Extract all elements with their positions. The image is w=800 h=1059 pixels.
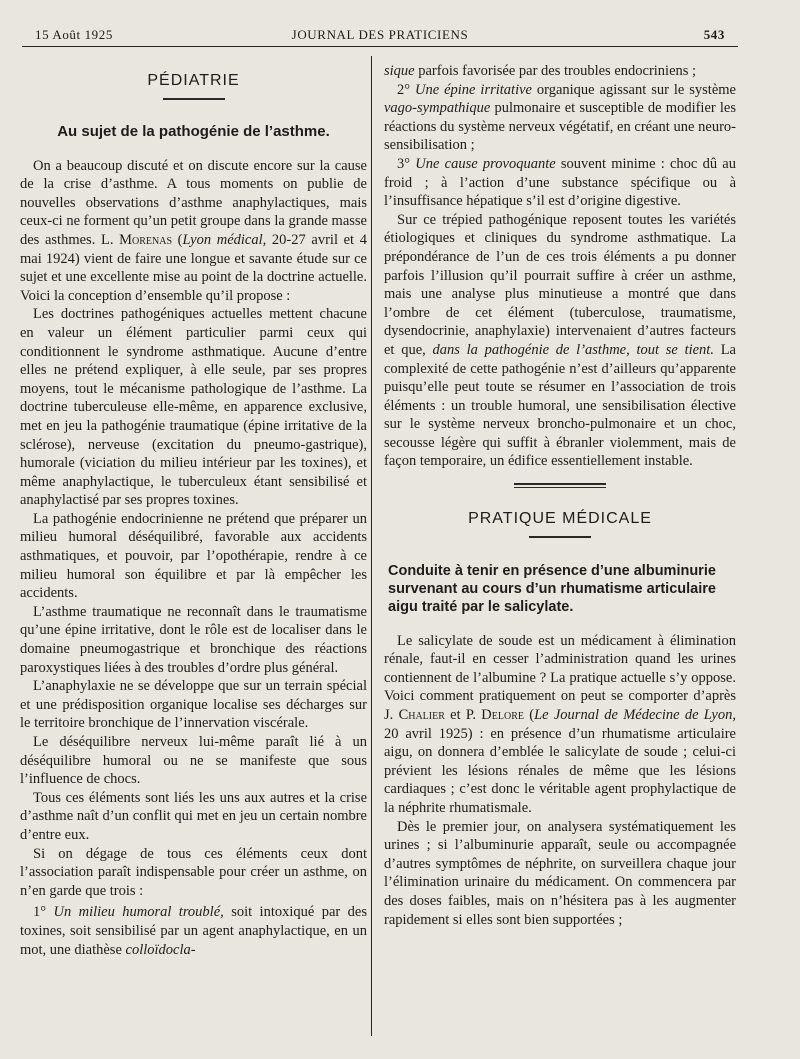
article-title-asthme: Au sujet de la pathogénie de l’asthme. bbox=[57, 122, 330, 140]
paragraph: On a beaucoup discuté et on discute encore sur la cause de la crise d’asthme. A tous moments on publie de nouvelles observations d’asthme anaphylactiques, mais ceux-ci ne forment qu’un petit groupe dans la grande masse des asthmes. L. Morenas (Lyon médical, 20-27 avril et 4 mai 1924) vient de faire une longue et savante étude sur ce sujet et une excellente mise au point de la doctrine actuelle. Voici la conception d’ensemble qu’il propose : bbox=[20, 157, 367, 304]
right-column bbox=[384, 62, 736, 929]
author-name: Chalier bbox=[398, 707, 445, 724]
paragraph: Sur ce trépied pathogénique reposent toutes les variétés étiologiques et cliniques du syndrome asthmatique. La prépondérance de l’un de ces trois éléments a pu donner parfois l’illusion qu’il pourrait suffire à créer un asthme, mais une analyse plus minutieuse a montré que dans l’ombre de cet élément (tuberculose, traumatisme, dysendocrinie, anaphylaxie) intervenaient d’autres facteurs et que, dans la pathogénie de l’asthme, tout se tient. La complexité de cette pathogénie n’est d’ailleurs qu’apparente puisqu’elle peut toute se résumer en l’association de trois éléments : un trouble humoral, une sensibilisation élective sur le système nerveux broncho-pulmonaire et un choc, secousse légère qui suffit à ébranler violemment, mais de façon temporaire, un édifice essentiellement instable. bbox=[384, 211, 736, 470]
section-heading-pratique: PRATIQUE MÉDICALE bbox=[468, 510, 652, 528]
paragraph: Le déséquilibre nerveux lui-même paraît lié à un déséquilibre humoral ou ne se manifeste que sous l’influence de chocs. bbox=[20, 734, 367, 788]
paragraph: Dès le premier jour, on analysera systématiquement les urines ; si l’albuminurie apparaît, seule ou accompagnée d’autres symptômes de néphrite, on surveillera chaque jour l’élimination urinaire du médicament. On commencera par des doses faibles, mais on n’hésitera pas à les augmenter rapidement si elles sont bien supportées ; bbox=[384, 818, 736, 928]
article-title-albuminurie: Conduite à tenir en présence d’une albuminurie survenant au cours d’un rhumatisme articulaire aigu traité par le salicylate. bbox=[388, 562, 716, 615]
double-rule bbox=[514, 483, 606, 488]
header-date: 15 Août 1925 bbox=[35, 27, 113, 42]
section-separator bbox=[384, 483, 736, 488]
page-number: 543 bbox=[703, 27, 725, 42]
paragraph: L’anaphylaxie ne se développe que sur un terrain spécial et une prédisposition organique localise ses décharges sur le territoire bronchique de l’innervation viscérale. bbox=[20, 678, 367, 732]
paragraph: L’asthme traumatique ne reconnaît dans le traumatisme qu’une épine irritative, dont le rôle est de localiser dans le domaine pneumogastrique et bronchique des réactions paroxystiques liées à des troubles d’ordre plus général. bbox=[20, 603, 367, 676]
paragraph: sique parfois favorisée par des troubles endocriniens ; bbox=[384, 63, 697, 79]
author-name: Delore bbox=[481, 707, 524, 724]
paragraph: 1° Un milieu humoral troublé, soit intoxiqué par des toxines, soit sensibilisé par un agent anaphylactique, en un mot, une diathèse colloïdocla- bbox=[20, 904, 367, 958]
header-rule bbox=[22, 46, 738, 47]
source-citation: Lyon médical, bbox=[182, 231, 267, 248]
section-rule bbox=[529, 536, 591, 538]
section-heading-block bbox=[384, 510, 736, 538]
paragraph: La pathogénie endocrinienne ne prétend que préparer un milieu humoral déséquilibré, favorable aux accidents asthmatiques, et pouvoir, par l’opothérapie, rendre à ce milieu humoral son équilibre et par là empêcher les accidents. bbox=[20, 510, 367, 602]
paragraph: Tous ces éléments sont liés les uns aux autres et la crise d’asthme naît d’un conflit qui met en jeu un certain nombre d’entre eux. bbox=[20, 789, 367, 843]
paragraph: Si on dégage de tous ces éléments ceux dont l’association paraît indispensable pour créer un asthme, on n’en garde que trois : bbox=[20, 845, 367, 899]
paragraph: 3° Une cause provoquante souvent minime : choc dû au froid ; à l’action d’une substance spécifique ou à l’insuffisance hépatique s’il est d’origine digestive. bbox=[384, 155, 736, 210]
journal-title: JOURNAL DES PRATICIENS bbox=[291, 27, 469, 42]
paragraph: 2° Une épine irritative organique agissant sur le système vago-sympathique pulmonaire et susceptible de modifier les réactions du système nerveux végétatif, en créant une neuro-sensibilisation ; bbox=[384, 81, 736, 154]
running-header bbox=[35, 27, 725, 47]
author-name: L. Morenas bbox=[100, 231, 173, 248]
section-rule bbox=[163, 98, 225, 100]
paragraph: Le salicylate de soude est un médicament à élimination rénale, faut-il en cesser l’administration quand les urines contiennent de l’albumine ? La pratique actuelle s’y oppose. Voici comment pratiquement on peut se comporter d’après J. Chalier et P. Delore (Le Journal de Médecine de Lyon, 20 avril 1925) : en présence d’un rhumatisme articulaire aigu, on donnera d’emblée le salicylate de soude ; celui-ci prévient les lésions rénales de même que les lésions cardiaques ; c’est donc le véritable agent prophylactique de la néphrite rhumatismale. bbox=[384, 632, 736, 816]
left-column bbox=[20, 62, 367, 959]
section-heading-pediatrie: PÉDIATRIE bbox=[147, 72, 240, 89]
section-heading-block bbox=[20, 62, 367, 100]
paragraph: Les doctrines pathogéniques actuelles mettent chacune en valeur un élément particulier parmi ceux qui conditionnent le syndrome asthmatique. Aucune d’entre elles ne prétend expliquer, à elle seule, par ses propres moyens, tout le mécanisme pathologique de l’asthme. La doctrine tuberculeuse elle-même, en apparence exclusive, met en jeu la pathogénie traumatique (épine irritative de la sclérose), nerveuse (excitation du pneumo-gastrique), humorale (viciation du milieu intérieur par les toxines), et même anaphylactique, le tuberculeux étant sensibilisé et anaphylactisé par ses propres toxines. bbox=[20, 306, 367, 509]
column-divider bbox=[371, 56, 372, 1036]
source-citation: Le Journal de Médecine de Lyon, bbox=[534, 707, 736, 724]
